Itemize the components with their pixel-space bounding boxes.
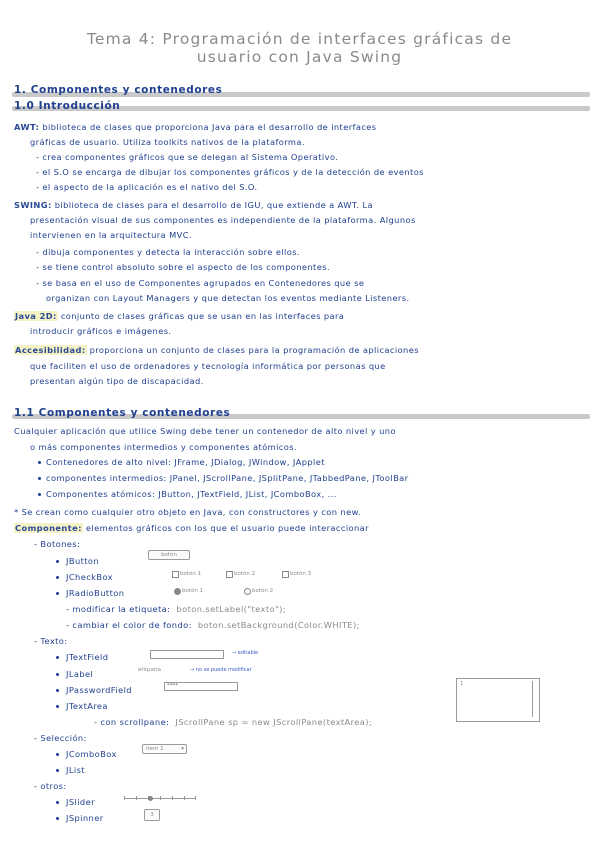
component-name: JButton [66, 556, 100, 566]
bullet [56, 817, 59, 820]
example-radio [174, 588, 181, 595]
example-label: etiqueta [138, 667, 161, 673]
code-snippet: boton.setLabel("texto"); [176, 604, 287, 614]
list-item: Contenedores de alto nivel: JFrame, JDialog, JWindow, JApplet [46, 457, 325, 467]
example-button: botón [148, 550, 190, 560]
component-name: JPasswordField [66, 685, 132, 695]
scrollbar [532, 681, 537, 717]
list-item: Componentes atómicos: JButton, JTextField, JList, JComboBox, ... [46, 489, 337, 499]
chevron-down-icon: ▾ [181, 746, 184, 752]
text: proporciona un conjunto de clases para la programación de aplicaciones [89, 345, 419, 355]
list-item: - dibuja componentes y detecta la interacción sobre ellos. [36, 247, 300, 257]
paragraph-line [14, 311, 344, 321]
list-item: - crea componentes gráficos que se delegan al Sistema Operativo. [36, 152, 339, 162]
text: conjunto de clases gráficas que se usan en las interfaces para [60, 311, 345, 321]
paragraph-line: Cualquier aplicación que utilice Swing debe tener un contenedor de alto nivel y uno [14, 426, 396, 436]
text: biblioteca de clases para el desarrollo de IGU, que extiende a AWT. La [54, 200, 373, 210]
list-item: componentes intermedios: JPanel, JScrollPane, JSplitPane, JTabbedPane, JToolBar [46, 473, 409, 483]
component-name: JComboBox [66, 749, 117, 759]
subheading: - Selección: [34, 733, 87, 743]
component-name: JLabel [66, 669, 94, 679]
paragraph-line: que faciliten el uso de ordenadores y tecnología informática por personas que [30, 361, 386, 371]
paragraph-line [14, 122, 377, 132]
section-heading: 1.0 Introducción [14, 100, 121, 112]
component-name: JCheckBox [66, 572, 113, 582]
bullet [56, 753, 59, 756]
example-passwordfield: **** [164, 682, 238, 691]
checkbox-label: botón 1 [180, 571, 202, 577]
text: - modificar la etiqueta: [66, 604, 171, 614]
paragraph-line: gráficas de usuario. Utiliza toolkits nativos de la plataforma. [30, 137, 305, 147]
slider-tick [184, 796, 185, 800]
component-name: JSlider [66, 797, 95, 807]
bullet [56, 801, 59, 804]
section-heading: 1. Componentes y contenedores [14, 84, 223, 96]
list-item: - el S.O se encarga de dibujar los componentes gráficos y de la detección de eventos [36, 167, 424, 177]
example-checkbox [282, 571, 289, 578]
radio-label: botón 1 [182, 588, 204, 594]
bullet [38, 477, 41, 480]
text: - cambiar el color de fondo: [66, 620, 192, 630]
component-name: JRadioButton [66, 588, 125, 598]
bullet [56, 673, 59, 676]
paragraph-line: intervienen en la arquitectura MVC. [30, 230, 192, 240]
paragraph-line: o más componentes intermedios y componentes atómicos. [30, 442, 297, 452]
page-title: Tema 4: Programación de interfaces gráficas de [86, 30, 513, 48]
bullet [38, 461, 41, 464]
list-item: - el aspecto de la aplicación es el nativo del S.O. [36, 182, 258, 192]
text: - con scrollpane: [94, 717, 170, 727]
paragraph-line [14, 200, 373, 210]
example-textfield [150, 650, 224, 659]
term-label: Java 2D: [15, 311, 57, 321]
bullet [56, 576, 59, 579]
code-snippet: JScrollPane sp = new JScrollPane(textArea); [175, 717, 373, 727]
component-name: JSpinner [66, 813, 104, 823]
example-combobox [142, 744, 187, 754]
term-label: Accesibilidad: [15, 345, 86, 355]
bullet [56, 560, 59, 563]
annotation: → editable [232, 650, 259, 656]
bullet [56, 656, 59, 659]
slider-tick [172, 796, 173, 800]
paragraph-line: presentan algún tipo de discapacidad. [30, 376, 204, 386]
example-radio [244, 588, 251, 595]
slider-knob [148, 796, 153, 801]
list-item-continued: organizan con Layout Managers y que detectan los eventos mediante Listeners. [46, 293, 410, 303]
annotation: → no se puede modificar [190, 667, 252, 673]
bullet [56, 769, 59, 772]
paragraph-line [14, 523, 369, 533]
code-snippet: boton.setBackground(Color.WHITE); [197, 620, 360, 630]
paragraph-line: introducir gráficos e imágenes. [30, 326, 172, 336]
slider-tick [136, 796, 137, 800]
checkbox-label: botón 3 [290, 571, 312, 577]
page-subtitle: usuario con Java Swing [196, 48, 403, 66]
slider-tick [195, 796, 196, 800]
text: biblioteca de clases que proporciona Java para el desarrollo de interfaces [42, 122, 377, 132]
slider-tick [124, 796, 125, 800]
example-spinner [144, 809, 160, 821]
component-name: JTextArea [66, 701, 108, 711]
example-checkbox [172, 571, 179, 578]
bullet [38, 493, 41, 496]
textarea-content: 1 [460, 681, 464, 687]
example-textarea [456, 678, 540, 722]
example-checkbox [226, 571, 233, 578]
subheading: - Texto: [34, 636, 68, 646]
paragraph-line: presentación visual de sus componentes es independiente de la plataforma. Algunos [30, 215, 416, 225]
section-heading: 1.1 Componentes y contenedores [14, 407, 231, 419]
code-note [66, 620, 360, 630]
spinner-value: 3 [150, 812, 154, 818]
bullet [56, 592, 59, 595]
bullet [56, 705, 59, 708]
code-note [94, 717, 372, 727]
paragraph-line [14, 345, 419, 355]
component-name: JTextField [66, 652, 109, 662]
subheading: - otros: [34, 781, 67, 791]
slider-tick [160, 796, 161, 800]
radio-label: botón 2 [252, 588, 274, 594]
code-note [66, 604, 286, 614]
term-label: Componente: [15, 523, 82, 533]
list-item: - se tiene control absoluto sobre el aspecto de los componentes. [36, 262, 330, 272]
subheading: - Botones: [34, 539, 81, 549]
term-label: AWT: [14, 122, 40, 132]
component-name: JList [66, 765, 85, 775]
term-label: SWING: [14, 200, 52, 210]
note-line: * Se crean como cualquier otro objeto en Java, con constructores y con new. [14, 507, 362, 517]
combobox-value: item 1 [146, 746, 164, 752]
bullet [56, 689, 59, 692]
checkbox-label: botón 2 [234, 571, 256, 577]
list-item: - se basa en el uso de Componentes agrupados en Contenedores que se [36, 278, 365, 288]
text: elementos gráficos con los que el usuario puede interaccionar [85, 523, 369, 533]
